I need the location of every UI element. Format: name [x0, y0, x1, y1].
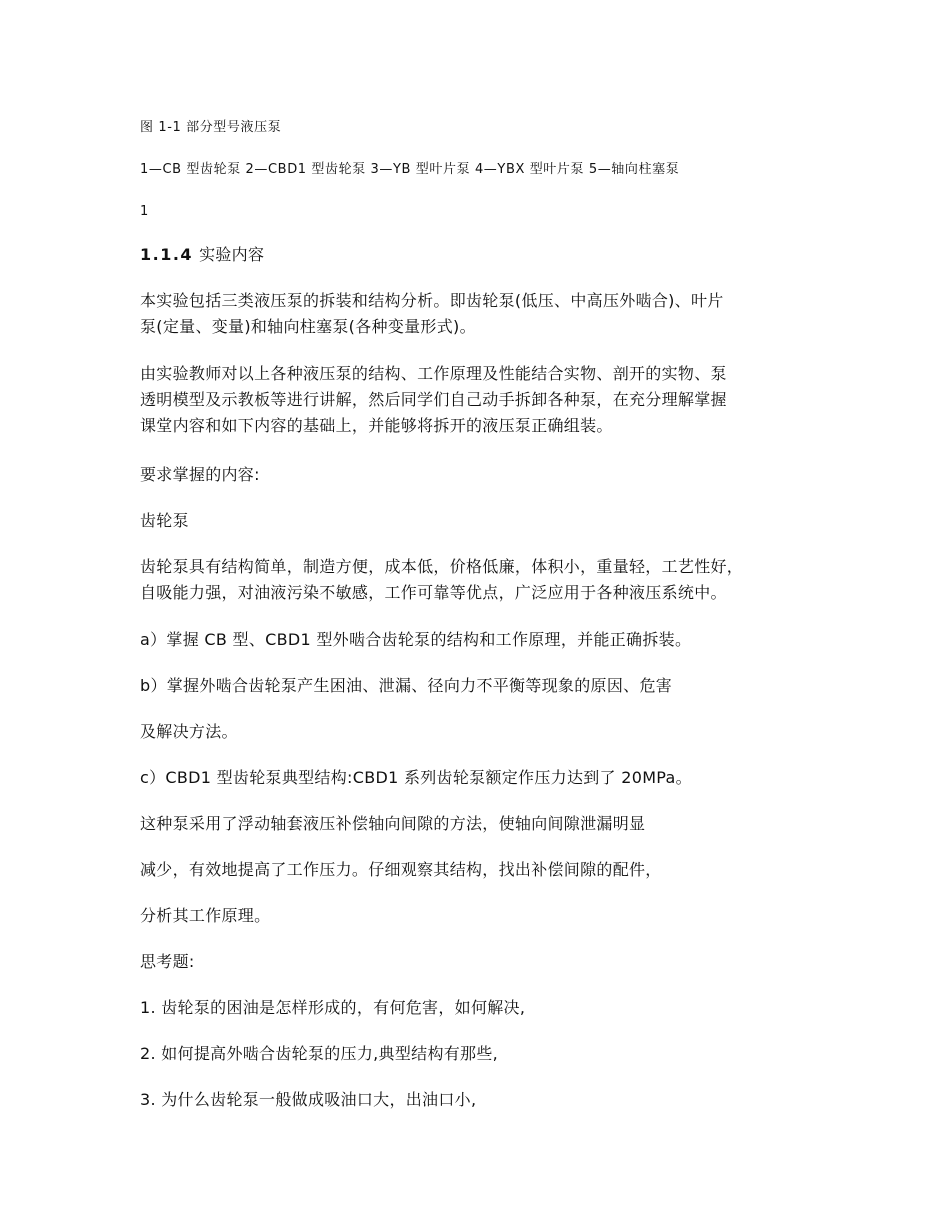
item-c-detail-3: 分析其工作原理。 [140, 906, 271, 925]
item-b-line-2: 及解决方法。 [140, 722, 238, 741]
gear-pump-title: 齿轮泵 [140, 511, 189, 530]
question-1: 1. 齿轮泵的困油是怎样形成的，有何危害，如何解决, [140, 998, 526, 1017]
page-number: 1 [140, 204, 149, 219]
intro-paragraph [140, 288, 830, 340]
item-b-line-1: b）掌握外啮合齿轮泵产生困油、泄漏、径向力不平衡等现象的原因、危害 [140, 676, 673, 695]
section-number: 1.1.4 [140, 245, 194, 264]
questions-label: 思考题: [140, 952, 195, 971]
question-3: 3. 为什么齿轮泵一般做成吸油口大，出油口小, [140, 1090, 477, 1109]
section-title: 实验内容 [199, 245, 265, 264]
description-line: 齿轮泵具有结构简单，制造方便，成本低，价格低廉，体积小，重量轻，工艺性好， [140, 557, 744, 576]
requirements-label: 要求掌握的内容: [140, 465, 260, 484]
section-heading [140, 242, 264, 268]
gear-pump-description [140, 554, 830, 606]
figure-legend: 1—CB 型齿轮泵 2—CBD1 型齿轮泵 3—YB 型叶片泵 4—YBX 型叶片泵 5—轴向柱塞泵 [140, 162, 680, 177]
item-c-detail-2: 减少，有效地提高了工作压力。仔细观察其结构，找出补偿间隙的配件， [140, 860, 662, 879]
teaching-paragraph [140, 361, 830, 439]
item-c: c）CBD1 型齿轮泵典型结构:CBD1 系列齿轮泵额定作压力达到了 20MPa。 [140, 768, 692, 787]
item-c-detail-1: 这种泵采用了浮动轴套液压补偿轴向间隙的方法，使轴向间隙泄漏明显 [140, 814, 646, 833]
teaching-line: 透明模型及示教板等进行讲解，然后同学们自己动手拆卸各种泵，在充分理解掌握 [140, 390, 727, 409]
teaching-line: 课堂内容和如下内容的基础上，并能够将拆开的液压泵正确组装。 [140, 416, 613, 435]
figure-caption: 图 1-1 部分型号液压泵 [140, 120, 282, 135]
description-line: 自吸能力强，对油液污染不敏感，工作可靠等优点，广泛应用于各种液压系统中。 [140, 583, 727, 602]
intro-line: 泵(定量、变量)和轴向柱塞泵(各种变量形式)。 [140, 317, 476, 336]
item-a: a）掌握 CB 型、CBD1 型外啮合齿轮泵的结构和工作原理，并能正确拆装。 [140, 630, 692, 649]
intro-line: 本实验包括三类液压泵的拆装和结构分析。即齿轮泵(低压、中高压外啮合)、叶片 [140, 291, 724, 310]
question-2: 2. 如何提高外啮合齿轮泵的压力,典型结构有那些, [140, 1044, 499, 1063]
teaching-line: 由实验教师对以上各种液压泵的结构、工作原理及性能结合实物、剖开的实物、泵 [140, 364, 727, 383]
